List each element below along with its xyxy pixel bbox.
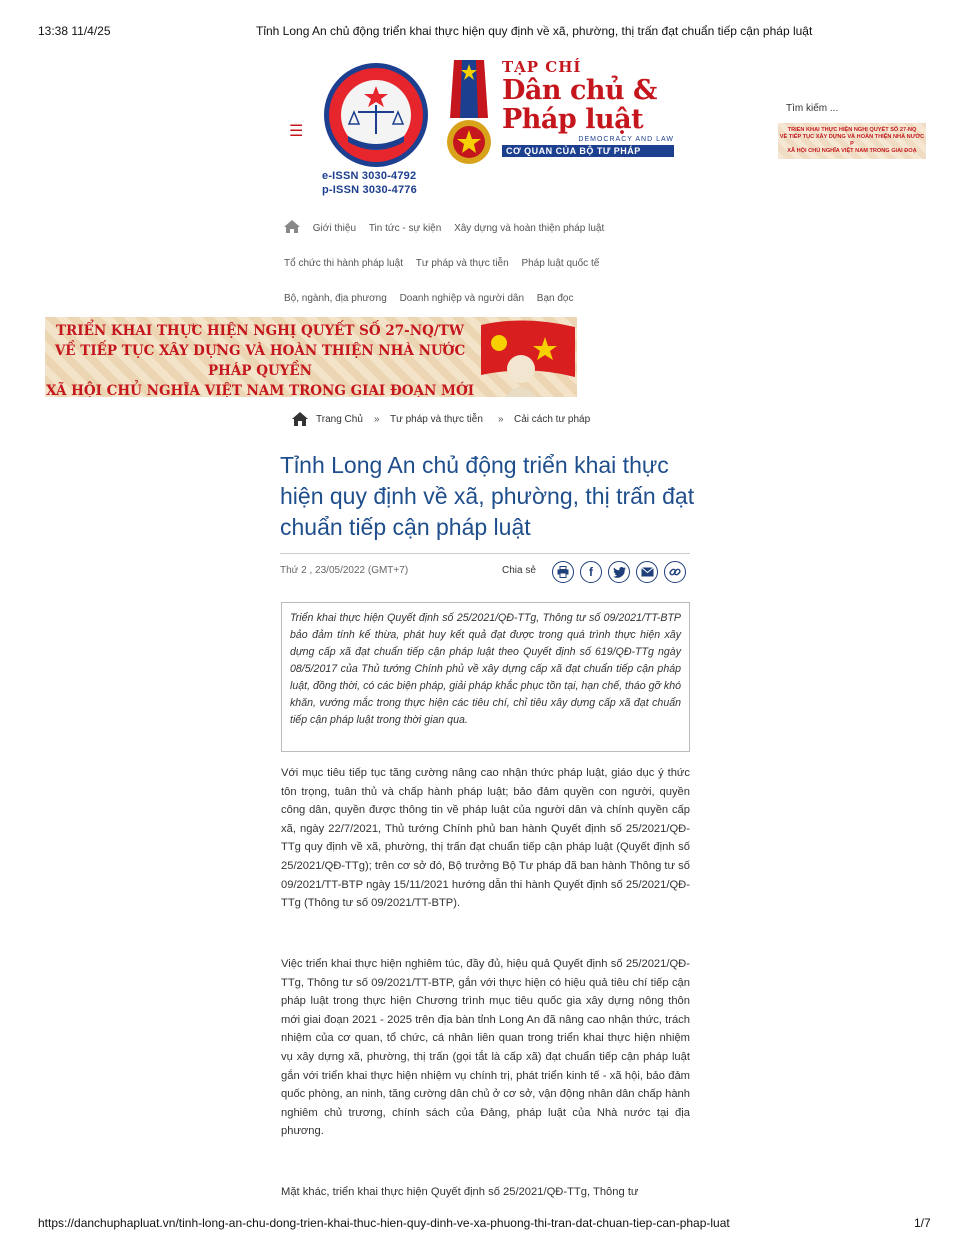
print-datetime: 13:38 11/4/25 bbox=[38, 24, 111, 38]
twitter-share-button[interactable] bbox=[608, 561, 630, 583]
copy-link-button[interactable] bbox=[664, 561, 686, 583]
masthead-tap-chi: TẠP CHÍ bbox=[502, 58, 582, 76]
masthead-english: DEMOCRACY AND LAW bbox=[578, 136, 674, 143]
nav-gioi-thieu[interactable]: Giới thiệu bbox=[312, 223, 357, 234]
masthead-agency: CƠ QUAN CỦA BỘ TƯ PHÁP bbox=[502, 145, 674, 157]
nav-bo-nganh[interactable]: Bộ, ngành, địa phương bbox=[284, 293, 387, 304]
breadcrumb-sep-icon: » bbox=[374, 414, 380, 425]
banner-line-3: XÃ HỘI CHỦ NGHĨA VIỆT NAM TRONG GIAI ĐOẠN MỚI bbox=[45, 383, 475, 397]
facebook-share-button[interactable] bbox=[580, 561, 602, 583]
banner-line-2: VỀ TIẾP TỤC XÂY DỰNG VÀ HOÀN THIỆN NHÀ NƯỚC PHÁP QUYỀN bbox=[54, 343, 466, 379]
nav-doanh-nghiep[interactable]: Doanh nghiệp và người dân bbox=[399, 293, 525, 304]
nav-row-1 bbox=[284, 220, 604, 234]
e-issn: e-ISSN 3030-4792 bbox=[322, 170, 417, 182]
home-icon[interactable] bbox=[284, 220, 300, 233]
medal-icon bbox=[444, 60, 494, 172]
article-paragraph-1: Với mục tiêu tiếp tục tăng cường nâng cao nhận thức pháp luật, giáo dục ý thức tôn trọng, tuân thủ và chấp hành pháp luật; bảo đảm quyền con người, quyền công dân, quyền được thông tin về pháp luật của người dân và chính quyền cấp xã, ngày 22/7/2021, Thủ tướng Chính phủ ban hành Quyết định số 25/2021/QĐ-TTg quy định về xã, phường, thị trấn đạt chuẩn tiếp cận pháp luật (Quyết định số 25/2021/QĐ-TTg); trên cơ sở đó, Bộ trưởng Bộ Tư pháp đã ban hành Thông tư số 09/2021/TT-BTP ngày 15/11/2021 hướng dẫn thi hành Quyết định số 25/2021/QĐ-TTg (Thông tư số 09/2021/TT-BTP). bbox=[281, 767, 690, 910]
print-page-number: 1/7 bbox=[914, 1216, 931, 1230]
campaign-banner[interactable] bbox=[45, 317, 577, 397]
share-label: Chia sẻ bbox=[502, 565, 536, 576]
nav-tin-tuc[interactable]: Tin tức - sự kiện bbox=[368, 223, 442, 234]
breadcrumb-home[interactable]: Trang Chủ bbox=[316, 414, 363, 425]
print-url: https://danchuphapluat.vn/tinh-long-an-chu-dong-trien-khai-thuc-hien-quy-dinh-ve-xa-phuong-thi-tran-dat-chuan-tiep-can-phap-luat bbox=[38, 1216, 730, 1230]
article-sapo: Triển khai thực hiện Quyết định số 25/2021/QĐ-TTg, Thông tư số 09/2021/TT-BTP bảo đảm tính kế thừa, phát huy kết quả đạt được trong quá trình thực hiện xây dựng cấp xã đạt chuẩn tiếp cận pháp luật theo Quyết định số 619/QĐ-TTg ngày 08/5/2017 của Thủ tướng Chính phủ về xây dựng cấp xã đạt chuẩn tiếp cận pháp luật, đồng thời, có các biện pháp, giải pháp khắc phục tồn tại, hạn chế, tháo gỡ khó khăn, vướng mắc trong thực hiện các tiêu chí, chỉ tiêu xây dựng cấp xã đạt chuẩn tiếp cận pháp luật trong thời gian qua. bbox=[281, 602, 690, 752]
ministry-seal-icon bbox=[318, 60, 434, 170]
page-title: Tỉnh Long An chủ động triển khai thực hiện quy định về xã, phường, thị trấn đạt chuẩn tiếp cận pháp luật bbox=[280, 452, 695, 540]
menu-icon[interactable]: ☰ bbox=[289, 123, 304, 140]
link-icon bbox=[669, 566, 681, 578]
facebook-icon: f bbox=[589, 565, 593, 579]
nav-tu-phap[interactable]: Tư pháp và thực tiễn bbox=[415, 258, 509, 269]
breadcrumb-home-icon[interactable] bbox=[292, 412, 308, 426]
envelope-icon bbox=[641, 567, 654, 577]
banner-line-1: TRIỂN KHAI THỰC HIỆN NGHỊ QUYẾT SỐ 27-NQ/TW bbox=[56, 323, 464, 339]
p-issn: p-ISSN 3030-4776 bbox=[322, 184, 417, 196]
print-button[interactable] bbox=[552, 561, 574, 583]
masthead-line1: Dân chủ & bbox=[502, 75, 657, 106]
divider bbox=[280, 553, 690, 554]
article-paragraph-3: Mặt khác, triển khai thực hiện Quyết định số 25/2021/QĐ-TTg, Thông tư bbox=[281, 1186, 639, 1198]
article-paragraph-2: Việc triển khai thực hiện nghiêm túc, đầy đủ, hiệu quả Quyết định số 25/2021/QĐ-TTg, Thông tư số 09/2021/TT-BTP, gắn với thực hiện có hiệu quả tiêu chí tiếp cận pháp luật trong thực hiện Chương trình mục tiêu quốc gia xây dựng nông thôn mới giai đoạn 2021 - 2025 trên địa bàn tỉnh Long An đã nâng cao nhận thức, trách nhiệm của cơ quan, tổ chức, cá nhân liên quan trong triển khai thực hiện nhiệm vụ xây dựng xã, phường, thị trấn (gọi tắt là cấp xã) đạt chuẩn tiếp cận pháp luật gắn với triển khai thực hiện nhiệm vụ chính trị, phát triển kinh tế - xã hội, bảo đảm quốc phòng, an ninh, tăng cường dân chủ ở cơ sở, vận động nhân dân chấp hành nghiêm chủ trương, chính sách của Đảng, pháp luật của Nhà nước tại địa phương. bbox=[281, 958, 690, 1138]
twitter-icon bbox=[613, 567, 626, 578]
print-icon bbox=[557, 566, 569, 578]
email-share-button[interactable] bbox=[636, 561, 658, 583]
nav-quoc-te[interactable]: Pháp luật quốc tế bbox=[521, 258, 600, 269]
flag-portrait-icon bbox=[475, 317, 577, 397]
breadcrumb-sep-icon: » bbox=[498, 414, 504, 425]
print-doc-title: Tỉnh Long An chủ động triển khai thực hiện quy định về xã, phường, thị trấn đạt chuẩn tiếp cận pháp luật bbox=[256, 24, 813, 38]
nav-row-2 bbox=[284, 258, 599, 269]
breadcrumb-category[interactable]: Tư pháp và thực tiễn bbox=[390, 414, 483, 425]
nav-ban-doc[interactable]: Bạn đọc bbox=[536, 293, 574, 304]
ad-banner-small[interactable]: TRIỂN KHAI THỰC HIỆN NGHỊ QUYẾT SỐ 27-NQ VỀ TIẾP TỤC XÂY DỰNG VÀ HOÀN THIỆN NHÀ NƯỚC P XÃ HỘI CHỦ NGHĨA VIỆT NAM TRONG GIAI ĐOẠ bbox=[778, 123, 926, 159]
publish-date: Thứ 2 , 23/05/2022 (GMT+7) bbox=[280, 565, 409, 576]
masthead-line2: Pháp luật bbox=[502, 104, 644, 135]
site-logo[interactable] bbox=[318, 58, 674, 198]
nav-xay-dung[interactable]: Xây dựng và hoàn thiện pháp luật bbox=[454, 223, 605, 234]
nav-to-chuc[interactable]: Tổ chức thi hành pháp luật bbox=[284, 258, 403, 269]
breadcrumb-subcategory[interactable]: Cải cách tư pháp bbox=[514, 414, 591, 425]
search-input[interactable]: Tìm kiếm ... bbox=[786, 103, 839, 114]
nav-row-3 bbox=[284, 293, 574, 304]
